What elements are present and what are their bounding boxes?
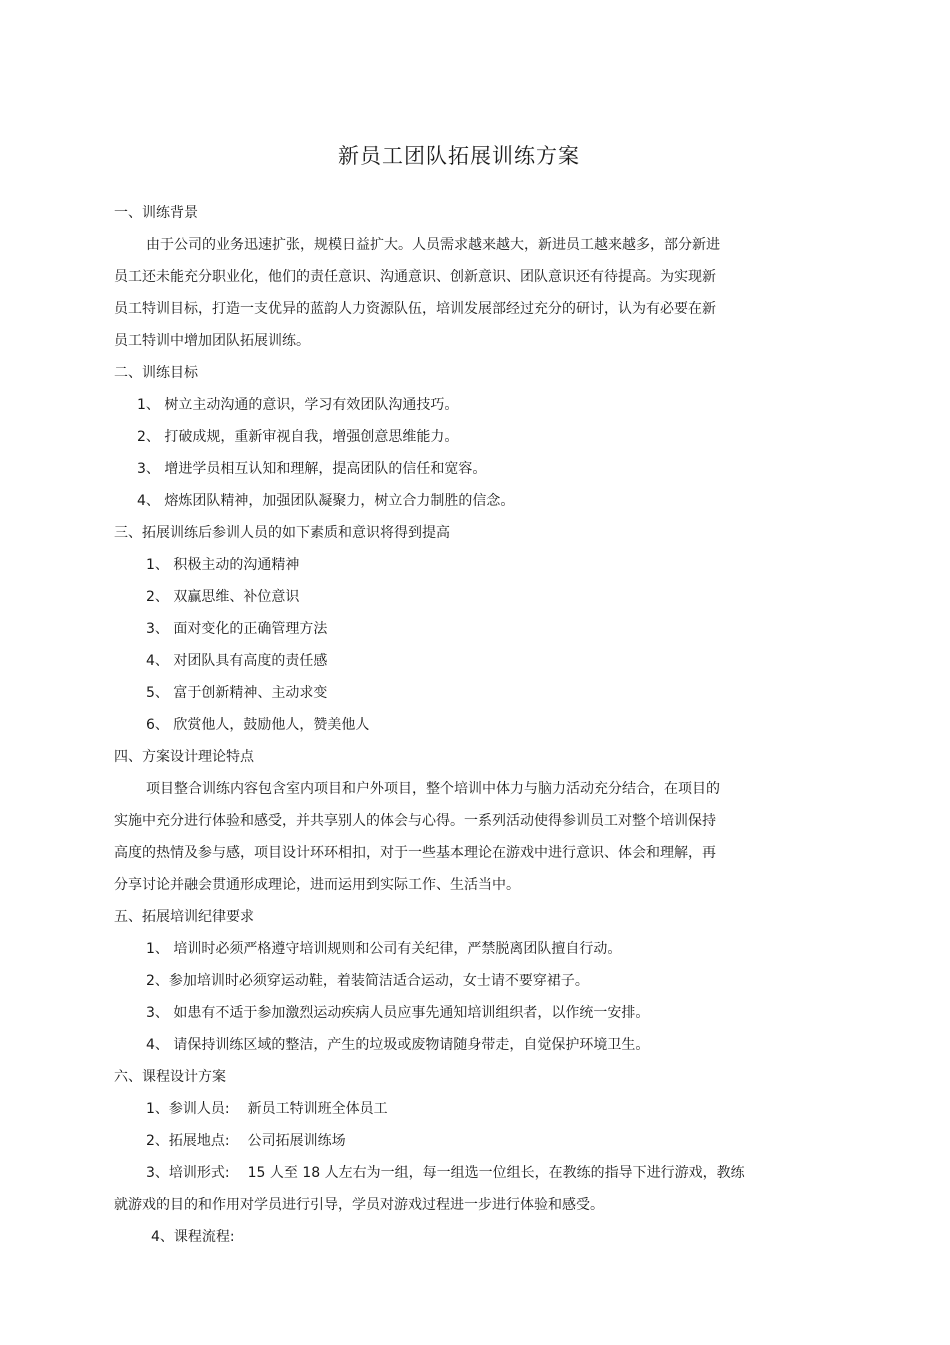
list-item: 1、 树立主动沟通的意识，学习有效团队沟通技巧。 [137,397,459,413]
list-item: 4、课程流程: [151,1229,235,1245]
section-heading-qualities: 三、拓展训练后参训人员的如下素质和意识将得到提高 [114,525,450,541]
list-item: 4、 对团队具有高度的责任感 [146,653,328,669]
list-item: 3、 增进学员相互认知和理解，提高团队的信任和宽容。 [137,461,487,477]
list-item [146,1131,346,1151]
section-heading-goals: 二、训练目标 [114,365,198,381]
list-item: 5、 富于创新精神、主动求变 [146,685,328,701]
list-item: 3、 面对变化的正确管理方法 [146,621,328,637]
paragraph-line: 项目整合训练内容包含室内项目和户外项目，整个培训中体力与脑力活动充分结合，在项目的 [146,781,720,797]
item-value: 15 人至 18 人左右为一组，每一组选一位组长，在教练的指导下进行游戏，教练 [247,1165,745,1181]
section-heading-design: 四、方案设计理论特点 [114,749,254,765]
item-label: 3、培训形式: [146,1165,230,1181]
paragraph-line: 员工还未能充分职业化，他们的责任意识、沟通意识、创新意识、团队意识还有待提高。为实现新 [114,269,716,285]
list-item: 1、 积极主动的沟通精神 [146,557,300,573]
item-label: 2、拓展地点: [146,1133,230,1149]
section-heading-course: 六、课程设计方案 [114,1069,226,1085]
list-item: 2、 打破成规，重新审视自我，增强创意思维能力。 [137,429,459,445]
list-item: 2、参加培训时必须穿运动鞋，着装简洁适合运动，女士请不要穿裙子。 [146,973,589,989]
paragraph-line: 员工特训目标，打造一支优异的蓝韵人力资源队伍，培训发展部经过充分的研讨，认为有必要在新 [114,301,716,317]
list-item: 3、 如患有不适于参加激烈运动疾病人员应事先通知培训组织者，以作统一安排。 [146,1005,650,1021]
paragraph-line: 就游戏的目的和作用对学员进行引导，学员对游戏过程进一步进行体验和感受。 [114,1197,604,1213]
list-item: 4、 请保持训练区域的整洁，产生的垃圾或废物请随身带走，自觉保护环境卫生。 [146,1037,650,1053]
paragraph-line: 分享讨论并融会贯通形成理论，进而运用到实际工作、生活当中。 [114,877,520,893]
item-value: 公司拓展训练场 [247,1133,346,1149]
list-item [146,1163,745,1183]
list-item: 2、 双赢思维、补位意识 [146,589,300,605]
paragraph-line: 由于公司的业务迅速扩张，规模日益扩大。人员需求越来越大，新进员工越来越多，部分新进 [146,237,720,253]
list-item: 4、 熔炼团队精神，加强团队凝聚力，树立合力制胜的信念。 [137,493,515,509]
list-item: 6、 欣赏他人，鼓励他人，赞美他人 [146,717,370,733]
list-item: 1、 培训时必须严格遵守培训规则和公司有关纪律，严禁脱离团队擅自行动。 [146,941,622,957]
section-heading-background: 一、训练背景 [114,205,198,221]
paragraph-line: 实施中充分进行体验和感受，并共享别人的体会与心得。一系列活动使得参训员工对整个培训保持 [114,813,716,829]
document-title: 新员工团队拓展训练方案 [338,144,580,168]
paragraph-line: 员工特训中增加团队拓展训练。 [114,333,310,349]
section-heading-discipline: 五、拓展培训纪律要求 [114,909,254,925]
item-value: 新员工特训班全体员工 [247,1101,388,1117]
item-label: 1、参训人员: [146,1101,230,1117]
list-item [146,1099,388,1119]
paragraph-line: 高度的热情及参与感，项目设计环环相扣，对于一些基本理论在游戏中进行意识、体会和理解，再 [114,845,716,861]
